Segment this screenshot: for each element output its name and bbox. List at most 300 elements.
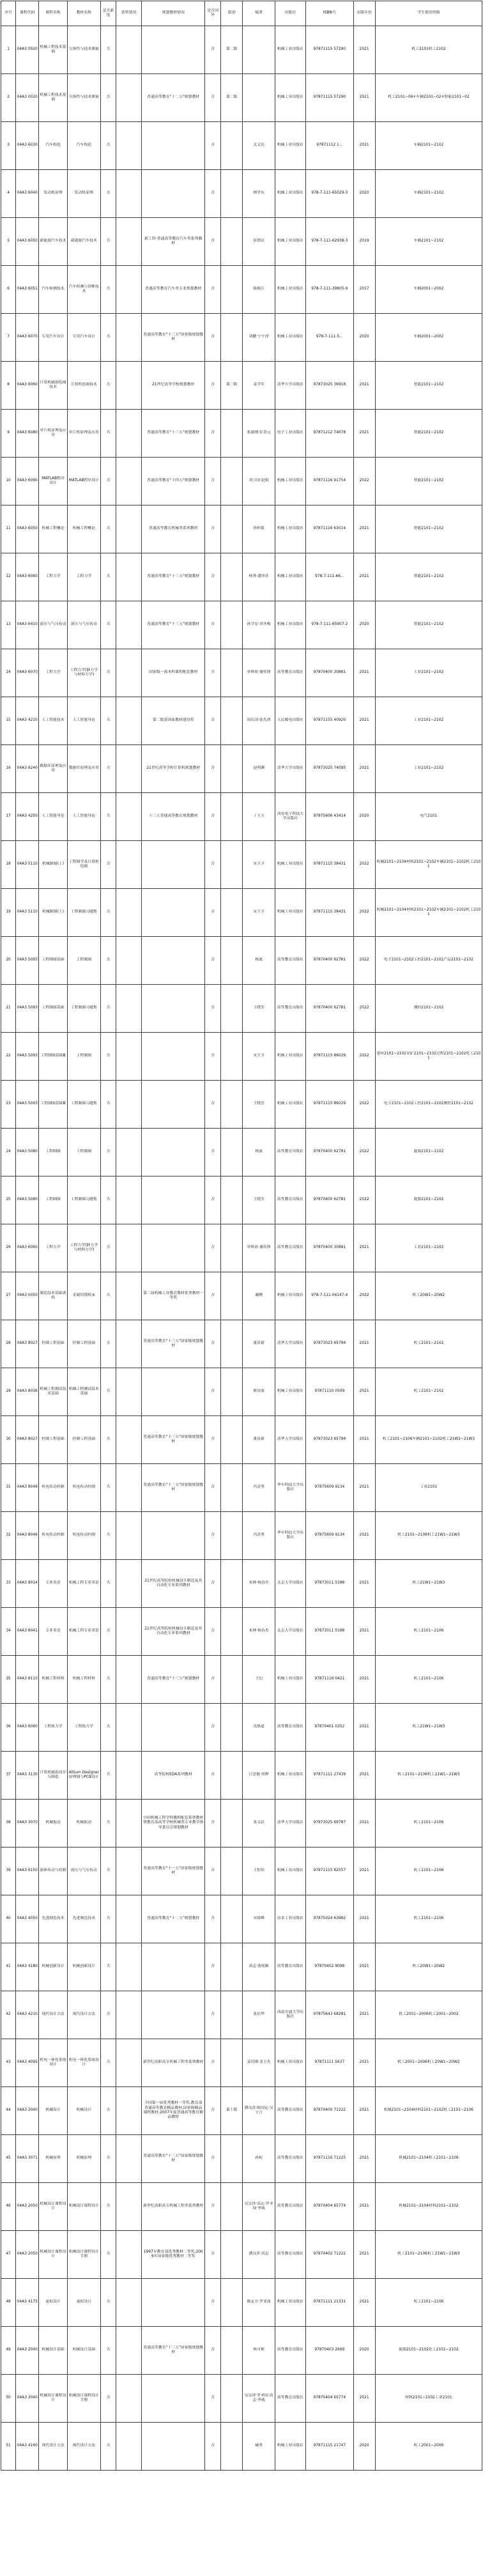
cell-publish-year: 2021 [353,1991,375,2039]
cell-planning-info: 21世纪高等学校计算机规划教材 [142,745,205,793]
cell-textbook-name: 工程制图习题集 [67,1176,100,1224]
cell-is-foreign: 否 [205,1176,221,1224]
cell-is-foreign: 否 [205,1560,221,1608]
cell-publish-year: 2021 [353,1224,375,1272]
cell-isbn: 97870400 30881 [306,1224,353,1272]
cell-course-code: 04A3 4050 [16,1895,39,1943]
cell-is-new-selection: 否 [101,1800,116,1847]
cell-is-foreign: 否 [205,1704,221,1752]
cell-course-name: 单片机原理及应用 [39,410,67,458]
cell-row-number: 12 [1,553,16,601]
cell-is-new-selection: 否 [101,937,116,985]
cell-publisher: 人民邮电出版社 [275,697,305,745]
cell-course-name: 机械工程测试技术基础 [39,1368,67,1416]
cell-is-new-selection: 否 [101,985,116,1033]
cell-student-classes: 机工2101~2106机工21W1~21W3 [375,1752,482,1800]
cell-publisher: 清华大学出版社 [275,1416,305,1464]
table-body [1,26,482,2471]
cell-is-new-selection: 否 [101,1320,116,1368]
cell-course-code: 04A3 5110 [16,841,39,889]
cell-isbn: 97870400 62781 [306,985,353,1033]
cell-award-info [116,2327,142,2375]
cell-isbn: 97873025 36918 [306,362,353,410]
cell-publish-year: 2021 [353,1464,375,1512]
cell-course-name: 机械设计课程设计 [39,2231,67,2279]
cell-row-number: 2 [1,74,16,122]
cell-is-new-selection: 否 [101,553,116,601]
cell-planning-info [142,1991,205,2039]
cell-course-name: 人工智能技术 [39,697,67,745]
cell-planning-info: 全国第一届优秀教材一等奖,教育部普通高等教育精品教材,国家级精品课程教材,2007年度普通高等教育精品教材 [142,2087,205,2135]
cell-publish-year: 2021 [353,2231,375,2279]
cell-author: 姜培刚·盖玉先 [243,2039,275,2087]
cell-planning-info [142,985,205,1033]
cell-publish-year: 2021 [353,1320,375,1368]
cell-publish-year: 2021 [353,1368,375,1416]
cell-publish-year: 2022 [353,1129,375,1176]
cell-is-new-selection: 否 [101,601,116,649]
cell-student-classes: 车辆2101~2102 [375,218,482,266]
cell-award-info [116,1847,142,1895]
cell-author: 张信华 [243,1991,275,2039]
cell-publisher: 西南交通大学出版社 [275,1991,305,2039]
header-publish-year: 出版年份 [353,1,375,26]
table-row [1,2183,482,2231]
cell-publish-year: 2021 [353,1416,375,1464]
cell-is-foreign: 否 [205,505,221,553]
cell-is-foreign: 否 [205,1608,221,1656]
cell-planning-info: 普通高等教育"十三五"国家级规划教材 [142,2327,205,2375]
cell-is-new-selection: 否 [101,1704,116,1752]
cell-is-new-selection: 否 [101,218,116,266]
cell-publish-year: 2017 [353,266,375,314]
cell-publish-year: 2022 [353,841,375,889]
cell-is-foreign: 否 [205,1512,221,1560]
cell-isbn: 97871115 21747 [306,2423,353,2471]
cell-student-classes: 建环2101~2102采矿2101~2102过程2101~2102化工2101 [375,1033,482,1081]
cell-course-code: 04A3 0050 [16,1272,39,1320]
cell-textbook-name: 机械工程测试技术基础 [67,1368,100,1416]
header-author: 编著 [243,1,275,26]
cell-isbn: 97870404 65774 [306,2183,353,2231]
cell-publisher: 机械工业出版社 [275,1656,305,1704]
cell-publisher: 机械工业出版社 [275,314,305,362]
table-header-row [1,1,482,26]
cell-planning-info [142,1081,205,1129]
cell-is-new-selection: 否 [101,2327,116,2375]
cell-course-name: 发动机原理 [39,170,67,218]
cell-row-number: 36 [1,1704,16,1752]
cell-planning-info: 21世纪高等院校机械设计制造及其自动化专业系列教材 [142,1560,205,1608]
table-row [1,601,482,649]
cell-course-name: 机械设计 [39,2087,67,2135]
cell-row-number: 21 [1,985,16,1033]
cell-row-number: 38 [1,1800,16,1847]
cell-course-name: 机械振动 [39,1800,67,1847]
cell-is-new-selection: 否 [101,1272,116,1320]
cell-award-info [116,1704,142,1752]
cell-publish-year: 2021 [353,26,375,74]
cell-course-name: 机械制图(上) [39,841,67,889]
cell-isbn: 97870400 30881 [306,649,353,697]
cell-publisher: 西安电子科技大学出版社 [275,793,305,841]
cell-row-number: 11 [1,505,16,553]
cell-course-name: 机械工程材料 [39,1656,67,1704]
cell-publisher: 机械工业出版社 [275,458,305,505]
cell-textbook-name: 现代设计方法 [67,2423,100,2471]
cell-isbn: 97873025 69787 [306,1800,353,1847]
cell-textbook-name: 工程力学(静力学与材料力学) [67,649,100,697]
cell-publisher: 机械工业出版社 [275,1368,305,1416]
cell-is-new-selection: 否 [101,2087,116,2135]
header-course-code: 课程代码 [16,1,39,26]
cell-author: 刘鹏·宁宇泽 [243,314,275,362]
cell-is-foreign: 否 [205,553,221,601]
cell-textbook-name: 金属切削机床 [67,1272,100,1320]
cell-publish-year: 2021 [353,410,375,458]
cell-row-number: 34 [1,1608,16,1656]
cell-author: 董景新 [243,1416,275,1464]
cell-course-code: 04A3 6410 [16,601,39,649]
cell-student-classes: 机工20W1~20W2 [375,1272,482,1320]
cell-author: 濮良贵·陈国定·吴立言 [243,2087,275,2135]
table-row [1,1895,482,1943]
table-row [1,74,482,122]
cell-edition [221,1272,243,1320]
cell-planning-info: 普通高等教育"十三五"规划教材 [142,410,205,458]
cell-author: 刘卫国·赵娟 [243,458,275,505]
cell-row-number: 16 [1,745,16,793]
cell-is-new-selection: 否 [101,170,116,218]
cell-isbn: 97871116 91754 [306,458,353,505]
cell-is-new-selection: 否 [101,1033,116,1081]
cell-author: 宋卫卫 [243,841,275,889]
cell-course-code: 04A3 6070 [16,314,39,362]
cell-is-new-selection: 否 [101,2279,116,2327]
cell-student-classes: 车辆2101~2102 [375,170,482,218]
cell-edition: 第二版 [221,74,243,122]
cell-publisher: 北京大学出版社 [275,1608,305,1656]
cell-course-name: 工程制图 [39,1129,67,1176]
cell-course-code: 04A3 8036 [16,1368,39,1416]
cell-isbn: 97871111 27439 [306,1752,353,1800]
cell-student-classes: 电气2101 [375,793,482,841]
cell-author: 杨波 [243,1129,275,1176]
cell-author [243,74,275,122]
cell-is-foreign: 否 [205,937,221,985]
cell-isbn: 97870402 9098 [306,1943,353,1991]
cell-isbn: 97870403 2669 [306,2327,353,2375]
cell-publisher: 高等教育出版社 [275,2327,305,2375]
cell-author: 宋卫卫 [243,1033,275,1081]
cell-isbn: 978-7-111-66... [306,553,353,601]
cell-planning-info: 第二版获国家教材建设奖 [142,697,205,745]
table-row [1,1800,482,1847]
cell-isbn: 97871116 0421 [306,1656,353,1704]
cell-textbook-name: 发动机原理 [67,170,100,218]
cell-publish-year: 2020 [353,314,375,362]
table-row [1,1847,482,1895]
cell-award-info [116,2231,142,2279]
cell-publish-year: 2021 [353,649,375,697]
cell-planning-info: 普通高等教育"十四五"规划教材 [142,458,205,505]
cell-course-name: 机械制图(上) [39,889,67,937]
cell-award-info [116,889,142,937]
cell-author: 单辉祖·谢传锋 [243,649,275,697]
cell-is-foreign: 否 [205,1224,221,1272]
cell-row-number: 22 [1,1033,16,1081]
cell-textbook-name: 计算机绘图技术 [67,362,100,410]
table-row [1,1464,482,1512]
cell-textbook-name: 工程力学 [67,553,100,601]
cell-course-name: 机械原理 [39,2135,67,2183]
cell-publisher: 机械工业出版社 [275,122,305,170]
cell-is-new-selection: 否 [101,1943,116,1991]
cell-author: 濮良贵·高志 [243,2231,275,2279]
cell-award-info [116,1895,142,1943]
cell-edition [221,1464,243,1512]
cell-textbook-name: 专用汽车设计 [67,314,100,362]
cell-publisher: 机械工业出版社 [275,1752,305,1800]
cell-textbook-name: 机电传动控制 [67,1512,100,1560]
cell-row-number: 46 [1,2183,16,2231]
cell-row-number: 37 [1,1752,16,1800]
cell-course-name: 液压与气压传动 [39,601,67,649]
cell-student-classes: 工业2101~2102 [375,745,482,793]
cell-row-number: 25 [1,1176,16,1224]
table-row [1,2039,482,2087]
cell-course-name: 人工智能导论 [39,793,67,841]
cell-publish-year: 2020 [353,170,375,218]
cell-is-foreign: 否 [205,1895,221,1943]
cell-row-number: 17 [1,793,16,841]
cell-row-number: 6 [1,266,16,314]
cell-planning-info: 普通高等教育机械类系列教材 [142,505,205,553]
cell-course-code: 04A3 5093 [16,1033,39,1081]
cell-course-code: 04A3 4180 [16,1943,39,1991]
cell-edition [221,553,243,601]
cell-is-foreign: 否 [205,1320,221,1368]
cell-award-info [116,601,142,649]
cell-is-foreign: 否 [205,2375,221,2423]
cell-student-classes: 车辆2101~2102 [375,122,482,170]
cell-is-new-selection: 否 [101,362,116,410]
cell-row-number: 15 [1,697,16,745]
cell-student-classes: 工业2101 [375,1464,482,1512]
cell-isbn: 97871115 86029 [306,1081,353,1129]
cell-textbook-name: Altium Designer原理图与PCB设计 [67,1752,100,1800]
cell-row-number: 35 [1,1656,16,1704]
cell-isbn: 97870400 62781 [306,1176,353,1224]
cell-student-classes: 机工2101~2106 [375,1800,482,1847]
cell-row-number: 44 [1,2087,16,2135]
cell-course-name: 专用汽车设计 [39,314,67,362]
cell-planning-info [142,937,205,985]
cell-author: 孙桓 [243,2135,275,2183]
cell-course-name: 工程制图基础 [39,937,67,985]
cell-author: 杨可桢 [243,2327,275,2375]
cell-isbn: 97871116 63014 [306,505,353,553]
cell-is-foreign: 否 [205,2135,221,2183]
cell-author: 宋绪峰 [243,1895,275,1943]
cell-author: 沈维道 [243,1704,275,1752]
cell-planning-info: 高等院校EDA系列教材 [142,1752,205,1800]
cell-award-info [116,266,142,314]
cell-row-number: 26 [1,1224,16,1272]
cell-textbook-name: 机械工程概论 [67,505,100,553]
cell-edition [221,218,243,266]
cell-publisher: 机械工业出版社 [275,2423,305,2471]
cell-publish-year: 2021 [353,505,375,553]
cell-course-code: 04A3 5080 [16,1129,39,1176]
cell-textbook-name: 机电传动控制 [67,1464,100,1512]
table-row [1,218,482,266]
cell-is-new-selection: 否 [101,2375,116,2423]
table-row [1,1704,482,1752]
cell-award-info [116,2183,142,2231]
cell-course-code: 04A3 6060 [16,553,39,601]
cell-publisher: 高等教育出版社 [275,1176,305,1224]
cell-course-code: 04A3 8046 [16,1512,39,1560]
cell-award-info [116,1991,142,2039]
cell-row-number: 8 [1,362,16,410]
cell-isbn: 978-7-111-04147-4 [306,1272,353,1320]
cell-is-new-selection: 否 [101,74,116,122]
cell-publisher: 机械工业出版社 [275,1033,305,1081]
cell-textbook-name: 机械工程材料 [67,1656,100,1704]
cell-course-code: 04A3 6050 [16,505,39,553]
cell-course-code: 04A3 0020 [16,26,39,74]
cell-course-code: 04A3 5093 [16,1081,39,1129]
cell-publisher: 高等教育出版社 [275,1224,305,1272]
cell-edition [221,1320,243,1368]
cell-planning-info [142,2279,205,2327]
cell-textbook-name: 工程制图习题集 [67,985,100,1033]
cell-isbn: 97871115 57290 [306,74,353,122]
cell-publish-year: 2021 [353,74,375,122]
cell-award-info [116,122,142,170]
cell-publish-year: 2022 [353,1176,375,1224]
cell-publish-year: 2021 [353,1656,375,1704]
cell-publisher: 机械工业出版社 [275,601,305,649]
cell-award-info [116,793,142,841]
cell-course-code: 04A3 5080 [16,1176,39,1224]
cell-is-foreign: 否 [205,2327,221,2375]
cell-publish-year: 2022 [353,1081,375,1129]
cell-edition [221,841,243,889]
cell-publish-year: 2021 [353,553,375,601]
cell-planning-info: 普通高等教育"十三五"国家级规划教材 [142,1320,205,1368]
cell-publisher: 机械工业出版社 [275,170,305,218]
cell-student-classes: 机工21W1~21W3 [375,1704,482,1752]
cell-student-classes: 工业2101~2102 [375,697,482,745]
cell-row-number: 19 [1,889,16,937]
cell-course-code: 04A3 6060 [16,1224,39,1272]
cell-textbook-name: 机电一体化系统设计 [67,2039,100,2087]
cell-edition [221,1416,243,1464]
table-row [1,1752,482,1800]
cell-publish-year: 2022 [353,985,375,1033]
cell-isbn: 97871111 5637 [306,2039,353,2087]
cell-is-foreign: 否 [205,2087,221,2135]
cell-author: 姜学军 [243,362,275,410]
cell-edition [221,410,243,458]
cell-edition [221,2327,243,2375]
cell-student-classes: 机工20W1~20W2 [375,1943,482,1991]
cell-textbook-name: 控制工程基础 [67,1416,100,1464]
cell-student-classes: 测控2101~2102 [375,985,482,1033]
cell-isbn: 97873023 65794 [306,1320,353,1368]
cell-is-foreign: 否 [205,362,221,410]
cell-is-new-selection: 否 [101,122,116,170]
cell-publisher: 机械工业出版社 [275,2279,305,2327]
cell-textbook-name: 汽车检测与诊断技术 [67,266,100,314]
cell-isbn: 97875643 68281 [306,1991,353,2039]
cell-course-code: 04A3 8041 [16,1608,39,1656]
cell-row-number: 29 [1,1368,16,1416]
cell-publisher: 高等教育出版社 [275,2183,305,2231]
cell-textbook-name: 工程热力学 [67,1704,100,1752]
table-row [1,314,482,362]
cell-publisher: 高等教育出版社 [275,2375,305,2423]
cell-planning-info: 普通高等教育"十三五"国家级规划教材 [142,314,205,362]
cell-student-classes: 机械2101~2104材料2101~2102 [375,2183,482,2231]
cell-award-info [116,2039,142,2087]
cell-award-info [116,1464,142,1512]
cell-course-code: 04A3 6060 [16,362,39,410]
cell-edition [221,1033,243,1081]
cell-course-code: 04A3 6150 [16,1847,39,1895]
table-row [1,2327,482,2375]
cell-author: 王积伟 [243,1847,275,1895]
cell-isbn: 97873023 65794 [306,1416,353,1464]
cell-publish-year: 2021 [353,1800,375,1847]
cell-course-name: 工程制图基础 [39,985,67,1033]
cell-publish-year: 2020 [353,2423,375,2471]
cell-edition [221,1752,243,1800]
cell-student-classes: 车辆2001~2002 [375,314,482,362]
cell-isbn: 97873025 74095 [306,745,353,793]
cell-publish-year: 2021 [353,1512,375,1560]
cell-is-new-selection: 否 [101,1991,116,2039]
cell-isbn: 978-7-111-65907-2 [306,601,353,649]
cell-edition [221,745,243,793]
cell-edition [221,1368,243,1416]
cell-is-foreign: 否 [205,1129,221,1176]
cell-is-new-selection: 否 [101,1895,116,1943]
table-row [1,1176,482,1224]
cell-course-code: 04A3 6060 [16,1704,39,1752]
cell-author: 赵明渊 [243,745,275,793]
cell-planning-info [142,1129,205,1176]
cell-author: 熊诗波 [243,1368,275,1416]
cell-is-foreign: 否 [205,1800,221,1847]
cell-planning-info: 新工科·普通高等教育汽车类系列教材 [142,218,205,266]
cell-edition [221,170,243,218]
cell-course-code: 04A3 6050 [16,218,39,266]
cell-planning-info: 十三五普通高等教育规划教材 [142,793,205,841]
cell-award-info [116,1656,142,1704]
cell-course-name: 机械工程技术基础 [39,74,67,122]
cell-isbn: 97871112 1... [306,122,353,170]
cell-award-info [116,362,142,410]
cell-publisher: 机械工业出版社 [275,74,305,122]
table-row [1,1512,482,1560]
header-publisher: 出版社 [275,1,305,26]
cell-award-info [116,1272,142,1320]
cell-course-code: 04A3 2050 [16,2231,39,2279]
cell-author: 崔胜民 [243,218,275,266]
